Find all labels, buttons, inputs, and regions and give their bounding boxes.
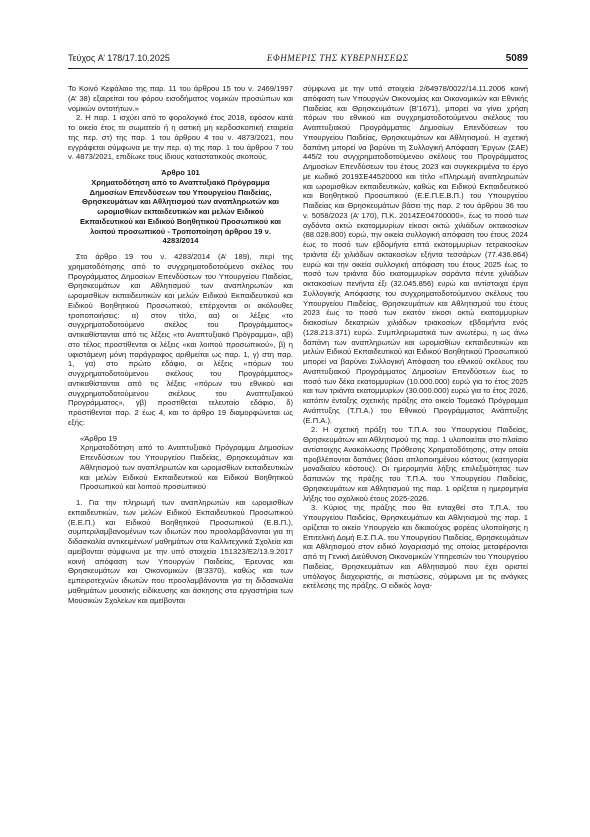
paragraph: 2. Η παρ. 1 ισχύει από το φορολογικό έτος 2018, εφόσον κατά το οικείο έτος το σωματείο ή η αστική μη κερδοσκοπική εταιρεία της περ. στ) της παρ. 1 του άρθρου 4 του ν. 4873/2021, που εγγράφεται σύμφωνα με την περ. α) της παρ. 1 του άρθρου 7 του ν. 4873/2021, επιδίωκε τους ίδιους καταστατικούς σκοπούς. bbox=[68, 113, 293, 162]
paragraph: Το Κοινό Κεφάλαιο της παρ. 11 του άρθρου 15 του ν. 2469/1997 (Α’ 38) εξαιρείται του φόρου εισοδήματος νομικών προσώπων και νομικών οντοτήτων.» bbox=[68, 84, 293, 113]
left-column bbox=[68, 84, 293, 819]
article-subtitle: Χρηματοδότηση από το Αναπτυξιακό Πρόγραμμα Δημοσίων Επενδύσεων του Υπουργείου Παιδείας, Θρησκευμάτων και Αθλητισμού των αναπληρωτών και ωρομισθίων εκπαιδευτικών και μελών Ειδικού Εκπαιδευτικού και Ειδικού Βοηθητικού Προσωπικού και λοιπού προσωπικού - Τροποποίηση άρθρου 19 ν. 4283/2014 bbox=[79, 177, 282, 246]
paragraph: 3. Κύριος της πράξης που θα ενταχθεί στο Τ.Π.Α. του Υπουργείου Παιδείας, Θρησκευμάτων και Αθλητισμού της παρ. 1 ορίζεται το οικείο Υπουργείο και δικαιούχος φορέας υλοποίησης η Επιτελική Δομή Ε.Σ.Π.Α. του Υπουργείου Παιδείας, Θρησκευμάτων και Αθλητισμού στον ειδικό λογαριασμό της οποίας μεταφέρονται από τη Γενική Διεύθυνση Οικονομικών Υπηρεσιών του Υπουργείου Παιδείας, Θρησκευμάτων και Αθλητισμού που έχει οριστεί υπόλογος διαχειριστής, οι πιστώσεις, σύμφωνα με τις ανάγκες εκτέλεσης της πράξης. Ο ειδικός λογα- bbox=[303, 503, 528, 591]
page-header bbox=[68, 48, 528, 69]
paragraph: 1. Για την πληρωμή των αναπληρωτών και ωρομισθίων εκπαιδευτικών, των μελών Ειδικού Εκπαιδευτικού Προσωπικού (Ε.Ε.Π.) και Ειδικού Βοηθητικού Προσωπικού (Ε.Β.Π.), συμπεριλαμβανομένων των ιδιωτών που προσλαμβάνονται για τη διδασκαλία αντικειμένων/ μαθημάτων στα Καλλιτεχνικά Σχολεία και αμείβονται σύμφωνα με την υπό στοιχεία 151323/Ε2/13.9.2017 κοινή απόφαση των Υπουργών Παιδείας, Έρευνας και Θρησκευμάτων και Οικονομικών (Β’3370), καθώς και των εμπειροτεχνών ιδιωτών που προσλαμβάνονται για τη διδασκαλία μαθημάτων μουσικής ειδίκευσης και άσκησης στα εργαστήρια των Μουσικών Σχολείων και αμείβονται bbox=[68, 498, 293, 605]
article-title: Άρθρο 101 bbox=[161, 168, 200, 177]
page-number: 5089 bbox=[505, 52, 528, 64]
text-columns bbox=[68, 84, 528, 819]
journal-title: ΕΦΗΜΕΡΙΣ ΤΗΣ ΚΥΒΕΡΝΗΣΕΩΣ bbox=[266, 53, 409, 63]
quoted-article-heading bbox=[80, 434, 293, 493]
quoted-article-title: «Άρθρο 19 bbox=[80, 433, 117, 443]
quoted-article-subtitle: Χρηματοδότηση από το Αναπτυξιακό Πρόγραμμα Δημοσίων Επενδύσεων του Υπουργείου Παιδείας, Θρησκευμάτων και Αθλητισμού των αναπληρωτών και ωρομισθίων εκπαιδευτικών και μελών Ειδικού Εκπαιδευτικού και Ειδικού Βοηθητικού Προσωπικού και λοιπού προσωπικού bbox=[80, 443, 293, 492]
issue-label: Τεύχος A’ 178/17.10.2025 bbox=[68, 53, 170, 63]
quoted-article bbox=[68, 434, 293, 493]
paragraph: Στο άρθρο 19 του ν. 4283/2014 (Α’ 189), περί της χρηματοδότησης από το συγχρηματοδοτούμενο σκέλος του Προγράμματος Δημοσίων Επενδύσεων του Υπουργείου Παιδείας, Θρησκευμάτων και Αθλητισμού των αναπληρωτών και ωρομισθίων εκπαιδευτικών και μελών Ειδικού Εκπαιδευτικού και Ειδικού Βοηθητικού Προσωπικού, επέρχονται οι ακόλουθες τροποποιήσεις: α) στον τίτλο, αα) οι λέξεις «το συγχρηματοδοτούμενο σκέλος του Προγράμματος» αντικαθίστανται από τις λέξεις «το Αναπτυξιακό Πρόγραμμα», αβ) στο τέλος προστίθενται οι λέξεις «και λοιπού προσωπικού», β) η υφιστάμενη μόνη παράγραφος αριθμείται ως παρ. 1, γ) στη παρ. 1, γα) στο πρώτο εδάφιο, οι λέξεις «πόρων του συγχρηματοδοτούμενου σκέλους του Προγράμματος» αντικαθίστανται από τις λέξεις «πόρων του εθνικού και συγχρηματοδοτούμενου σκέλους του Αναπτυξιακού Προγράμματος», γβ) προστίθεται τελευταίο εδάφιο, δ) προστίθενται παρ. 2 έως 4, και το άρθρο 19 διαμορφώνεται ως εξής: bbox=[68, 252, 293, 427]
paragraph: 2. Η σχετική πράξη του Τ.Π.Α. του Υπουργείου Παιδείας, Θρησκευμάτων και Αθλητισμού της παρ. 1 υλοποιείται στο πλαίσιο αντίστοιχης Ανακοίνωσης Πρόθεσης Χρηματοδότησης, στην οποία προβλέπονται δαπάνες βάσει απλοποιημένου κόστους (κατηγορία μοναδιαίου κόστους). Οι ημερομηνία λήξης επιλεξιμότητας των δαπανών της πράξης του Τ.Π.Α. του Υπουργείου Παιδείας, Θρησκευμάτων και Αθλητισμού της παρ. 1 ορίζεται η ημερομηνία λήξης του σχολικού έτους 2025-2026. bbox=[303, 425, 528, 503]
paragraph: σύμφωνα με την υπό στοιχεία 2/64978/0022/14.11.2006 κοινή απόφαση των Υπουργών Οικονομίας και Οικονομικών και Εθνικής Παιδείας και Θρησκευμάτων (Β’1671), μπορεί να γίνει χρήση πόρων του εθνικού και συγχρηματοδοτούμενου σκέλους του Αναπτυξιακού Προγράμματος Δημοσίων Επενδύσεων του Υπουργείου Παιδείας, Θρησκευμάτων και Αθλητισμού. Η σχετική δαπάνη μπορεί να βαρύνει τη Συλλογική Απόφαση Έργων (ΣΑΕ) 445/2 του συγχρηματοδοτούμενου σκέλους του Προγράμματος Δημοσίων Επενδύσεων του έτους 2023 και συγκεκριμένα το έργο με κωδικό 2019ΣΕ44520000 και τίτλο «Πληρωμή αναπληρωτών και ωρομισθίων εκπαιδευτικών, καθώς και Ειδικού Εκπαιδευτικού και Βοηθητικού Προσωπικού (Ε.Ε.Π.Ε.Β.Π.) του Υπουργείου Παιδείας και Θρησκευμάτων βάσει της παρ. 2 του άρθρου 36 του ν. 5058/2023 (Α’ 170), Π.Κ. 2014ΣΕ04700000», έως το ποσό των ογδόντα οκτώ εκατομμυρίων είκοσι οκτώ χιλιάδων οκτακοσίων (88.028.800) ευρώ, την οικεία συλλογική απόφαση του έτους 2024 έως το ποσό των εβδομήντα επτά εκατομμυρίων τετρακοσίων τριάντα έξι χιλιάδων οκτακοσίων εξήντα τεσσάρων (77.436.864) ευρώ και την οικεία συλλογική απόφαση του έτους 2025 έως το ποσό των τριάντα δύο εκατομμυρίων σαράντα πέντε χιλιάδων οκτακοσίων πενήντα έξι (32.045.856) ευρώ και αντίστοιχα έργα Συλλογικής Απόφασης του συγχρηματοδοτούμενου σκέλους του Υπουργείου Παιδείας, Θρησκευμάτων και Αθλητισμού του έτους 2023 έως το ποσό των εκατόν είκοσι οκτώ εκατομμυρίων διακοσίων δεκατριών χιλιάδων τριακοσίων εβδομήντα ενός (128.213.371) ευρώ. Συμπληρωματικά των ανωτέρω, η ως άνω δαπάνη των αναπληρωτών και ωρομισθίων εκπαιδευτικών και μελών Ειδικού Εκπαιδευτικού και Ειδικού Βοηθητικού Προσωπικού μπορεί να βαρύνει Συλλογική Απόφαση του εθνικού σκέλους του Αναπτυξιακού Προγράμματος Δημοσίων Επενδύσεων έως το ποσό των δέκα εκατομμυρίων (10.000.000) ευρώ για το έτος 2025 και των τριάντα εκατομμυρίων (30.000.000) ευρώ για το έτος 2026, κατόπιν ένταξης σχετικής πράξης στο οικείο Τομεακό Πρόγραμμα Ανάπτυξης (Τ.Π.Α.) του Εθνικού Προγράμματος Ανάπτυξης (Ε.Π.Α.). bbox=[303, 84, 528, 425]
right-column bbox=[303, 84, 528, 819]
article-heading bbox=[78, 168, 283, 246]
